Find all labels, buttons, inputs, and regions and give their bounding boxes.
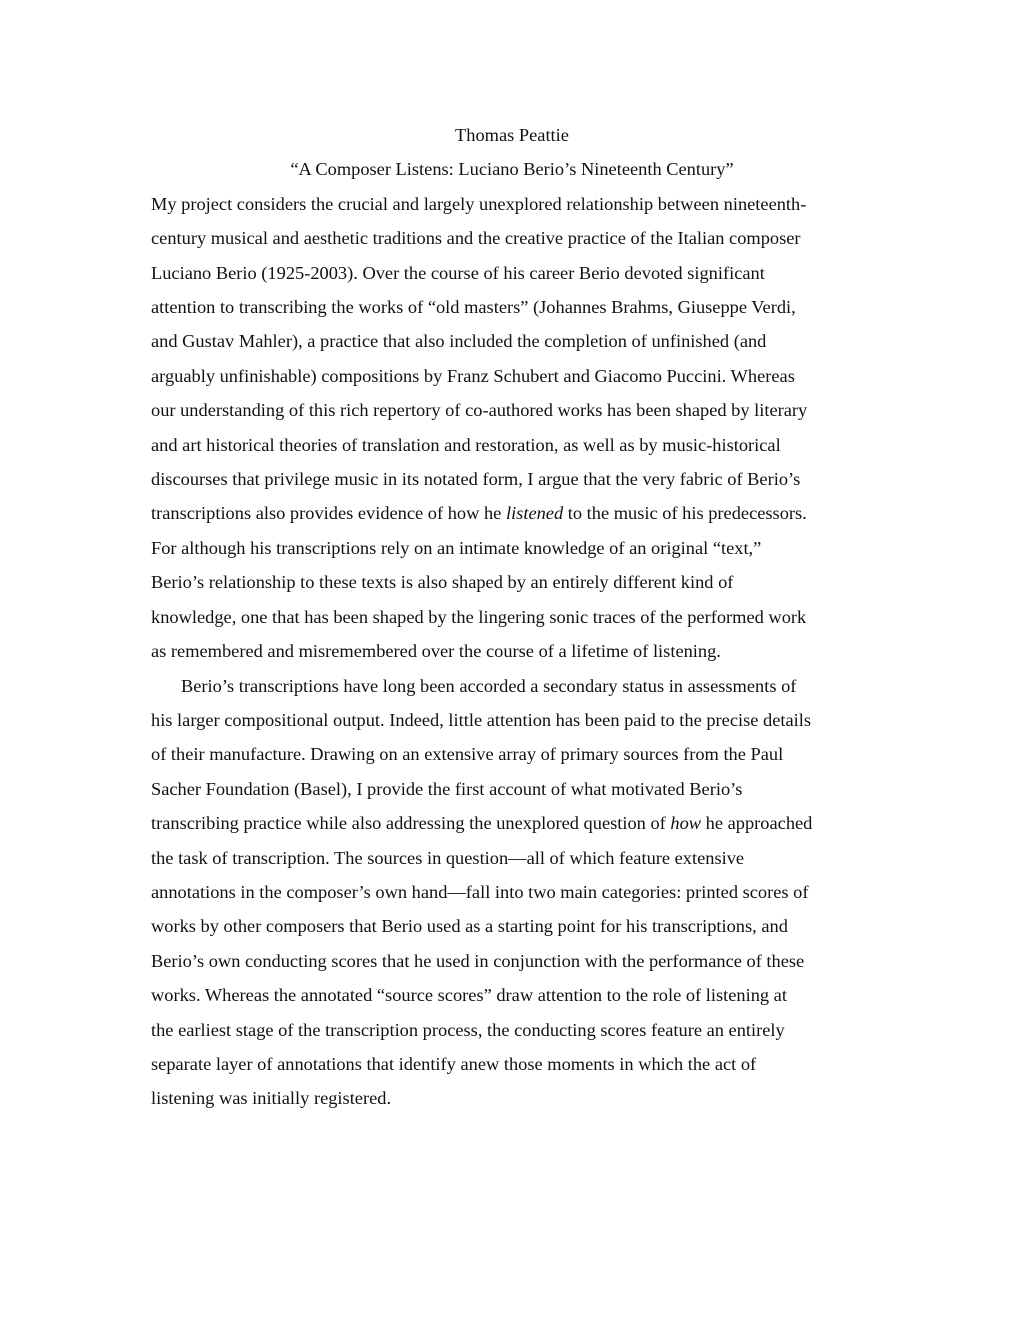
emphasis-how: how: [670, 813, 702, 834]
text-line: listening was initially registered.: [151, 1088, 392, 1109]
text-line: our understanding of this rich repertory of co-authored works has been shaped by literary: [151, 400, 808, 421]
author-name: Thomas Peattie: [455, 125, 569, 145]
text-line-with-emphasis: [151, 496, 873, 530]
text-line: Berio’s transcriptions have long been accorded a secondary status in assessments of: [181, 675, 797, 696]
text-line: the earliest stage of the transcription process, the conducting scores feature an entirely: [151, 1019, 785, 1040]
text-line: his larger compositional output. Indeed, little attention has been paid to the precise details: [151, 709, 812, 730]
text-line: works by other composers that Berio used as a starting point for his transcriptions, and: [151, 916, 788, 937]
text-line: discourses that privilege music in its notated form, I argue that the very fabric of Berio’s: [151, 469, 801, 490]
text-line: knowledge, one that has been shaped by the lingering sonic traces of the performed work: [151, 606, 807, 627]
text-line: as remembered and misremembered over the course of a lifetime of listening.: [151, 641, 721, 662]
text-segment: transcriptions also provides evidence of how he: [151, 503, 506, 524]
document-title: “A Composer Listens: Luciano Berio’s Nineteenth Century”: [290, 159, 734, 180]
emphasis-listened: listened: [505, 503, 564, 524]
text-line: the task of transcription. The sources in question—all of which feature extensive: [151, 847, 745, 868]
text-line: My project considers the crucial and largely unexplored relationship between nineteenth-: [151, 193, 807, 214]
text-segment: he approached: [701, 813, 813, 834]
text-line: arguably unfinishable) compositions by Franz Schubert and Giacomo Puccini. Whereas: [151, 365, 795, 386]
paragraph-2: [151, 669, 873, 1116]
text-line: of their manufacture. Drawing on an extensive array of primary sources from the Paul: [151, 744, 784, 765]
document-body: [151, 118, 873, 1116]
text-line: century musical and aesthetic traditions and the creative practice of the Italian composer: [151, 228, 801, 249]
text-segment: to the music of his predecessors.: [563, 503, 807, 524]
text-line-with-emphasis: [151, 806, 873, 840]
text-line: Sacher Foundation (Basel), I provide the first account of what motivated Berio’s: [151, 778, 743, 799]
text-line: Berio’s relationship to these texts is also shaped by an entirely different kind of: [151, 572, 734, 593]
text-line: annotations in the composer’s own hand—fall into two main categories: printed scores of: [151, 881, 809, 902]
text-line: For although his transcriptions rely on an intimate knowledge of an original “text,”: [151, 537, 762, 558]
text-line: and Gustav Mahler), a practice that also included the completion of unfinished (and: [151, 331, 767, 352]
text-line: and art historical theories of translation and restoration, as well as by music-historical: [151, 434, 781, 455]
text-line: separate layer of annotations that identify anew those moments in which the act of: [151, 1053, 757, 1074]
text-line: Berio’s own conducting scores that he used in conjunction with the performance of these: [151, 950, 805, 971]
text-line: works. Whereas the annotated “source scores” draw attention to the role of listening at: [151, 985, 787, 1006]
paragraph-1: [151, 187, 873, 669]
text-line: attention to transcribing the works of “old masters” (Johannes Brahms, Giuseppe Verdi,: [151, 297, 796, 318]
text-segment: transcribing practice while also addressing the unexplored question of: [151, 813, 671, 834]
text-line: Luciano Berio (1925-2003). Over the course of his career Berio devoted significant: [151, 262, 765, 283]
